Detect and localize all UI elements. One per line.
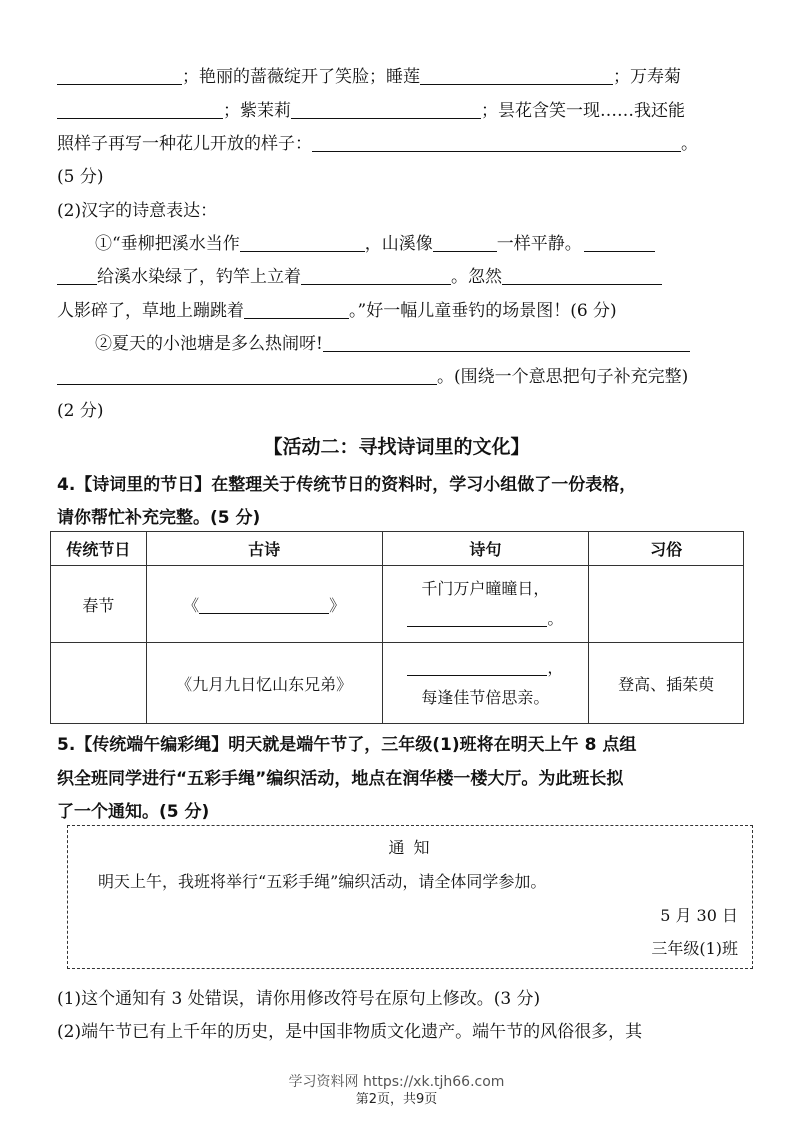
q3-poem-line-2 xyxy=(57,266,662,288)
poem-cell: 《九月九日忆山东兄弟》 xyxy=(146,643,382,724)
text: ， xyxy=(547,658,564,677)
notice-body: 明天上午，我班将举行“五彩手绳”编织活动，请全体同学参加。 xyxy=(98,872,547,891)
notice-title: 通 知 xyxy=(388,838,432,857)
table-row xyxy=(51,566,744,643)
blank[interactable] xyxy=(199,597,329,614)
header-poem: 古诗 xyxy=(146,532,382,566)
blank[interactable] xyxy=(407,610,547,627)
text: ；昙花含笑一现……我还能 xyxy=(481,101,685,121)
q5-sub-2: (2)端午节已有上千年的历史，是中国非物质文化遗产。端午节的风俗很多，其 xyxy=(57,1022,643,1042)
q3-line-1 xyxy=(57,66,681,88)
text: ，山溪像 xyxy=(364,234,433,254)
text: 《 xyxy=(183,595,200,615)
festival-cell: 春节 xyxy=(51,566,147,643)
footer-site: 学习资料网 https://xk.tjh66.com xyxy=(288,1074,505,1090)
q4-line-2: 请你帮忙补充完整。(5 分) xyxy=(57,508,261,528)
verse-blank-line xyxy=(383,604,589,634)
festival-cell[interactable] xyxy=(51,643,147,724)
text: 照样子再写一种花儿开放的样子： xyxy=(57,134,312,154)
text: 人影碎了，草地上蹦跳着 xyxy=(57,301,244,321)
text: 。 xyxy=(681,134,698,154)
notice-sign: 三年级(1)班 xyxy=(651,939,738,958)
text: 。 xyxy=(547,609,564,628)
text: 给溪水染绿了，钓竿上立着 xyxy=(97,267,301,287)
activity-title: 【活动二：寻找诗词里的文化】 xyxy=(263,436,530,458)
text: 一样平静。 xyxy=(496,234,582,254)
q3-poem-line-3 xyxy=(57,300,617,322)
blank[interactable] xyxy=(291,102,481,119)
blank[interactable] xyxy=(584,235,655,252)
blank[interactable] xyxy=(57,268,97,285)
header-custom: 习俗 xyxy=(589,532,744,566)
q3-score-1: (5 分) xyxy=(57,167,104,187)
text: 》 xyxy=(329,595,346,615)
blank[interactable] xyxy=(240,235,365,252)
q3-pond-line-1 xyxy=(95,333,690,355)
text: 。忽然 xyxy=(451,267,502,287)
blank[interactable] xyxy=(57,368,437,385)
text: ；紫茉莉 xyxy=(223,101,291,121)
q3-sub-2: (2)汉字的诗意表达： xyxy=(57,201,218,221)
blank[interactable] xyxy=(323,335,690,352)
blank[interactable] xyxy=(57,68,182,85)
text: ；万寿菊 xyxy=(613,67,681,87)
text: 每逢佳节倍思亲。 xyxy=(421,688,550,707)
festival-table xyxy=(50,531,744,724)
header-verse: 诗句 xyxy=(382,532,589,566)
q5-line-3: 了一个通知。(5 分) xyxy=(57,802,210,822)
q4-line-1: 4.【诗词里的节日】在整理关于传统节日的资料时，学习小组做了一份表格， xyxy=(57,475,637,495)
notice-box xyxy=(67,825,753,969)
verse-blank-line xyxy=(383,653,589,683)
blank[interactable] xyxy=(502,268,662,285)
verse-cell xyxy=(382,566,589,643)
q3-poem-line-1 xyxy=(95,233,655,255)
text: ①“垂柳把溪水当作 xyxy=(95,234,240,254)
table-header-row xyxy=(51,532,744,566)
footer-page-number: 第2页，共9页 xyxy=(355,1092,438,1107)
text: 千门万户曈曈日， xyxy=(421,579,550,598)
text: ；艳丽的蔷薇绽开了笑脸；睡莲 xyxy=(182,67,420,87)
q3-line-3 xyxy=(57,133,698,155)
text: ②夏天的小池塘是多么热闹呀! xyxy=(95,334,323,354)
text: 。”好一幅儿童垂钓的场景图！(6 分) xyxy=(349,301,617,321)
blank[interactable] xyxy=(57,102,223,119)
custom-cell: 登高、插茱萸 xyxy=(589,643,744,724)
text: 。(围绕一个意思把句子补充完整) xyxy=(437,367,689,387)
q5-line-2: 织全班同学进行“五彩手绳”编织活动，地点在润华楼一楼大厅。为此班长拟 xyxy=(57,769,624,789)
custom-cell[interactable] xyxy=(589,566,744,643)
q3-line-2 xyxy=(57,100,685,122)
q5-sub-1: (1)这个通知有 3 处错误，请你用修改符号在原句上修改。(3 分) xyxy=(57,989,541,1009)
blank[interactable] xyxy=(312,135,681,152)
poem-cell xyxy=(146,566,382,643)
verse-cell xyxy=(382,643,589,724)
blank[interactable] xyxy=(301,268,451,285)
header-festival: 传统节日 xyxy=(51,532,147,566)
q3-pond-line-2 xyxy=(57,366,688,388)
q3-score-2: (2 分) xyxy=(57,401,104,421)
blank[interactable] xyxy=(244,302,349,319)
notice-date: 5 月 30 日 xyxy=(660,906,738,925)
blank[interactable] xyxy=(407,659,547,676)
table-row xyxy=(51,643,744,724)
q5-line-1: 5.【传统端午编彩绳】明天就是端午节了，三年级(1)班将在明天上午 8 点组 xyxy=(57,735,637,755)
blank[interactable] xyxy=(433,235,497,252)
blank[interactable] xyxy=(420,68,613,85)
